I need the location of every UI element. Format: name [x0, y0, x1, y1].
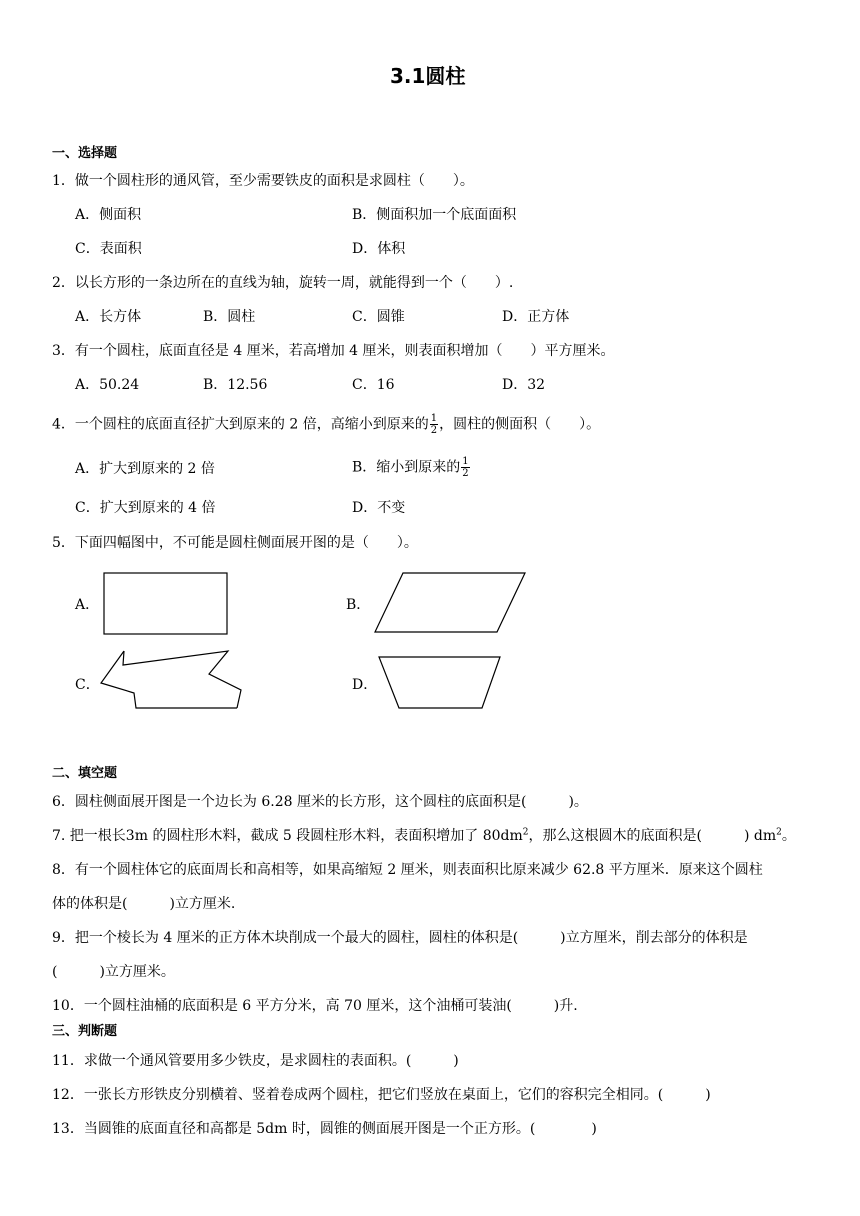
- question-1-stem: 1．做一个圆柱形的通风管，至少需要铁皮的面积是求圆柱（ ）。: [52, 173, 474, 189]
- question-2-option-c: C．圆锥: [352, 309, 405, 325]
- fraction-one-half: [430, 413, 438, 436]
- question-3-stem: 3．有一个圆柱，底面直径是 4 厘米，若高增加 4 厘米，则表面积增加（ ）平方厘米。: [52, 343, 615, 359]
- question-10: 10．一个圆柱油桶的底面积是 6 平方分米，高 70 厘米，这个油桶可装油( )升.: [52, 998, 578, 1014]
- question-3-option-a: A．50.24: [75, 377, 140, 393]
- question-4-option-b-text: B．缩小到原来的: [352, 459, 461, 476]
- question-2-stem: 2．以长方形的一条边所在的直线为轴，旋转一周，就能得到一个（ ）.: [52, 275, 514, 291]
- question-3-option-b: B．12.56: [203, 377, 268, 393]
- fraction-denominator: 2: [430, 425, 438, 436]
- question-8-line-1: 8．有一个圆柱体它的底面周长和高相等，如果高缩短 2 厘米，则表面积比原来减少 62.8 平方厘米．原来这个圆柱: [52, 862, 763, 878]
- question-4-option-c: C．扩大到原来的 4 倍: [75, 500, 216, 516]
- question-5-option-a: A．: [75, 597, 100, 613]
- question-2-option-a: A．长方体: [75, 309, 142, 325]
- question-5-option-b: B．: [346, 597, 371, 613]
- question-9-line-2: ( )立方厘米。: [52, 964, 175, 980]
- rectangle-shape: [103, 572, 229, 636]
- question-1-option-d: D．体积: [352, 241, 406, 257]
- question-5-option-d: D．: [352, 677, 378, 693]
- question-3-option-d: D．32: [502, 377, 546, 393]
- trapezoid-shape: [378, 656, 502, 710]
- question-1-option-c: C．表面积: [75, 241, 142, 257]
- question-6: 6．圆柱侧面展开图是一个边长为 6.28 厘米的长方形，这个圆柱的底面积是( )。: [52, 794, 588, 810]
- jagged-edge-shape: [100, 650, 242, 712]
- question-5-stem: 5．下面四幅图中，不可能是圆柱侧面展开图的是（ ）。: [52, 535, 418, 551]
- section-heading-judge: 三、判断题: [52, 1024, 118, 1039]
- question-3-option-c: C．16: [352, 377, 395, 393]
- question-4-option-d: D．不变: [352, 500, 406, 516]
- fraction-one-half-b: [461, 456, 469, 479]
- parallelogram-shape: [374, 572, 526, 634]
- question-7-superscript-1: 2: [522, 827, 529, 838]
- question-7-part2: ，那么这根圆木的底面积是( ) dm: [528, 828, 777, 844]
- question-7-superscript-2: 2: [776, 827, 782, 838]
- question-1-option-a: A．侧面积: [75, 207, 142, 223]
- section-heading-choice: 一、选择题: [52, 146, 118, 161]
- question-7-part1: 7. 把一根长3m 的圆柱形木料，截成 5 段圆柱形木料，表面积增加了 80dm: [52, 828, 523, 844]
- question-2-option-b: B．圆柱: [203, 309, 256, 325]
- question-7: [52, 827, 796, 845]
- question-2-option-d: D．正方体: [502, 309, 570, 325]
- fraction-numerator: 1: [430, 413, 438, 424]
- question-4-stem-part2: ，圆柱的侧面积（ ）。: [439, 416, 601, 433]
- question-7-part3: 。: [781, 828, 796, 844]
- question-12: 12．一张长方形铁皮分别横着、竖着卷成两个圆柱，把它们竖放在桌面上，它们的容积完全相同。( ): [52, 1087, 711, 1103]
- question-8-line-2: 体的体积是( )立方厘米.: [52, 896, 236, 912]
- question-4-stem: [52, 413, 600, 436]
- question-1-option-b: B．侧面积加一个底面面积: [352, 207, 517, 223]
- fraction-numerator-b: 1: [462, 456, 469, 467]
- question-4-option-a: A．扩大到原来的 2 倍: [75, 461, 215, 477]
- question-4-option-b: [352, 456, 471, 479]
- section-heading-fill: 二、填空题: [52, 766, 118, 781]
- question-11: 11．求做一个通风管要用多少铁皮，是求圆柱的表面积。( ): [52, 1053, 459, 1069]
- question-5-option-c: C．: [75, 677, 100, 693]
- question-13: 13．当圆锥的底面直径和高都是 5dm 时，圆锥的侧面展开图是一个正方形。( ): [52, 1121, 597, 1137]
- fraction-denominator-b: 2: [462, 468, 469, 479]
- page-title: 3.1圆柱: [390, 64, 466, 88]
- question-4-stem-part1: 4．一个圆柱的底面直径扩大到原来的 2 倍，高缩小到原来的: [52, 416, 429, 433]
- question-9-line-1: 9．把一个棱长为 4 厘米的正方体木块削成一个最大的圆柱，圆柱的体积是( )立方厘米，削去部分的体积是: [52, 930, 748, 946]
